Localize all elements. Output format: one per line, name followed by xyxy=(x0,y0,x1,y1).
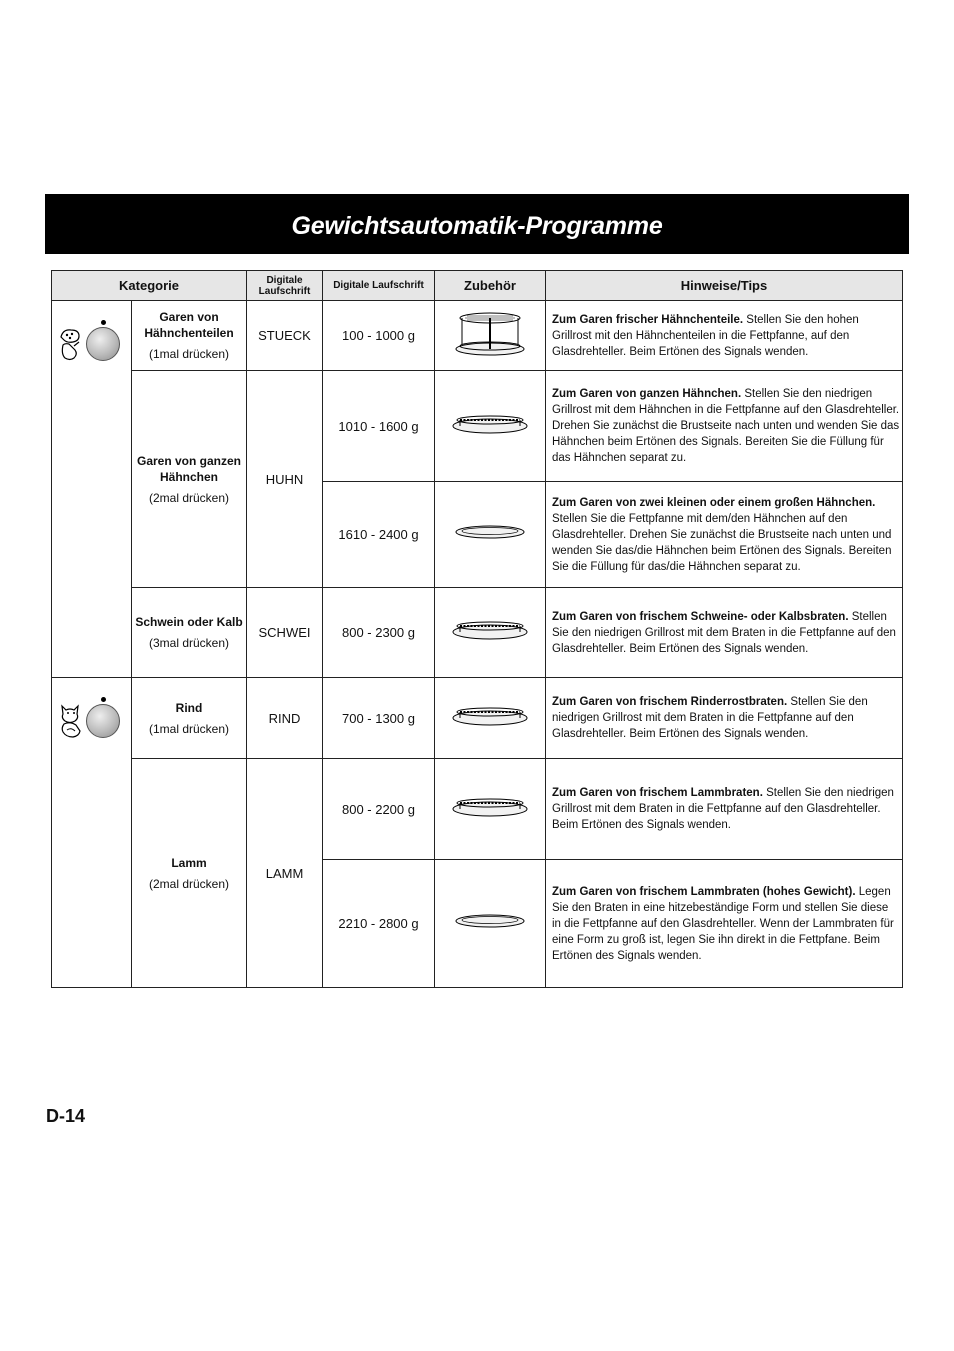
tip-cell xyxy=(546,371,903,482)
poultry-button[interactable] xyxy=(52,301,130,371)
weight-range: 1010 - 1600 g xyxy=(323,371,435,482)
tip-heading: Zum Garen von zwei kleinen oder einem großen Hähnchen. xyxy=(552,496,876,509)
display-text: RIND xyxy=(247,678,323,759)
table-row xyxy=(52,678,903,759)
press-count: (2mal drücken) xyxy=(148,876,230,891)
header-row xyxy=(52,271,903,301)
display-text: HUHN xyxy=(247,371,323,588)
low-rack-icon xyxy=(450,412,530,436)
header-digital-display-weight: Digitale Laufschrift xyxy=(323,271,435,301)
header-accessory: Zubehör xyxy=(435,271,546,301)
turntable-icon xyxy=(453,911,527,931)
tip-text: Stellen Sie die Fettpfanne mit dem/den Hähnchen auf den Glasdrehteller. Drehen Sie zunächst die Brustseite nach unten und wenden Sie das/die Hähnchen beim Ertönen des Signals. Bereiten Sie die Füllung für das/die Hähnchen separat zu. xyxy=(552,512,892,573)
tip-text: Stellen Sie den niedrigen Grillrost mit dem Hähnchen in die Fettpfanne auf den Glasdrehteller. Drehen Sie zunächst die Brustseite nach unten und wenden Sie das Hähnchen beim Ertönen des Signals. Bereiten Sie die Füllung für das Hähnchen separat zu. xyxy=(552,388,900,464)
low-rack-icon xyxy=(450,704,530,728)
category-name: Lamm xyxy=(171,855,207,870)
tip-cell xyxy=(546,759,903,860)
tip-text: Stellen Sie den niedrigen Grillrost mit dem Braten in die Fettpfanne auf den Glasdrehteller. Beim Ertönen des Signals wenden. xyxy=(552,610,896,655)
accessory-cell xyxy=(435,301,546,371)
programs-table xyxy=(51,270,903,988)
tip-cell xyxy=(546,678,903,759)
page-title: Gewichtsautomatik-Programme xyxy=(291,212,663,240)
table-row xyxy=(52,301,903,371)
tip-text: Legen Sie den Braten in eine hitzebeständige Form und stellen Sie diese in die Fettpfanne auf den Glasdrehteller. Wenn der Lammbraten für eine Form zu groß ist, legen Sie ihn direkt in die Fettpfane. Beim Ertönen des Signals wenden. xyxy=(552,885,894,962)
category-cell xyxy=(132,301,247,371)
meat-button-cell xyxy=(52,678,132,988)
indicator-dot xyxy=(101,320,106,325)
press-count: (1mal drücken) xyxy=(148,347,230,361)
weight-range: 800 - 2200 g xyxy=(323,759,435,860)
accessory-cell xyxy=(435,678,546,759)
high-rack-icon xyxy=(453,309,527,357)
category-name: Garen von ganzen Hähnchen xyxy=(136,453,242,484)
tip-cell xyxy=(546,301,903,371)
accessory-cell xyxy=(435,759,546,860)
tip-cell xyxy=(546,482,903,588)
knob-icon xyxy=(86,327,120,361)
category-name: Schwein oder Kalb xyxy=(135,615,243,629)
accessory-cell xyxy=(435,588,546,678)
tip-heading: Zum Garen von frischem Rinderrostbraten. xyxy=(552,696,788,708)
page-number: D-14 xyxy=(46,1106,86,1126)
low-rack-icon xyxy=(450,795,530,819)
table-row xyxy=(52,759,903,860)
table-row xyxy=(52,588,903,678)
header-tips: Hinweise/Tips xyxy=(546,271,903,301)
category-cell xyxy=(132,371,247,588)
turntable-icon xyxy=(453,522,527,542)
poultry-button-cell xyxy=(52,301,132,678)
weight-range: 800 - 2300 g xyxy=(323,588,435,678)
tip-heading: Zum Garen von ganzen Hähnchen. xyxy=(552,388,742,400)
table-row xyxy=(52,371,903,482)
tip-text: Stellen Sie den niedrigen Grillrost mit dem Braten in die Fettpfanne auf den Glasdrehteller. Beim Ertönen des Signals wenden. xyxy=(552,696,868,740)
display-text: SCHWEI xyxy=(247,588,323,678)
tip-text: Stellen Sie den hohen Grillrost mit den Hähnchenteilen in die Fettpfanne, auf den Glasdrehteller. Beim Ertönen des Signals wenden. xyxy=(552,313,859,358)
press-count: (1mal drücken) xyxy=(148,721,230,736)
title-banner xyxy=(45,194,909,254)
tip-cell xyxy=(546,588,903,678)
display-text: LAMM xyxy=(247,759,323,988)
tip-heading: Zum Garen von frischem Lammbraten. xyxy=(552,787,763,799)
accessory-cell xyxy=(435,371,546,482)
low-rack-icon xyxy=(450,618,530,642)
weight-range: 2210 - 2800 g xyxy=(323,860,435,988)
press-count: (2mal drücken) xyxy=(148,490,230,505)
category-cell xyxy=(132,759,247,988)
meat-icon xyxy=(58,700,86,740)
weight-range: 700 - 1300 g xyxy=(323,678,435,759)
tip-text: Stellen Sie den niedrigen Grillrost mit dem Braten in die Fettpfanne auf den Glasdrehteller. Beim Ertönen des Signals wenden. xyxy=(552,787,894,831)
header-category: Kategorie xyxy=(52,271,247,301)
weight-range: 1610 - 2400 g xyxy=(323,482,435,588)
header-digital-display: Digitale Laufschrift xyxy=(247,271,323,301)
accessory-cell xyxy=(435,482,546,588)
category-cell xyxy=(132,678,247,759)
tip-heading: Zum Garen von frischem Schweine- oder Kalbsbraten. xyxy=(552,610,849,623)
weight-range: 100 - 1000 g xyxy=(323,301,435,371)
chicken-icon xyxy=(58,323,86,363)
knob-icon xyxy=(86,704,120,738)
tip-heading: Zum Garen von frischem Lammbraten (hohes Gewicht). xyxy=(552,885,856,898)
tip-heading: Zum Garen frischer Hähnchenteile. xyxy=(552,313,744,326)
indicator-dot xyxy=(101,697,106,702)
category-name: Garen von Hähnchenteilen xyxy=(144,310,234,340)
meat-button[interactable] xyxy=(52,678,130,748)
category-name: Rind xyxy=(175,700,203,715)
press-count: (3mal drücken) xyxy=(148,636,230,650)
display-text: STUECK xyxy=(247,301,323,371)
accessory-cell xyxy=(435,860,546,988)
category-cell xyxy=(132,588,247,678)
tip-cell xyxy=(546,860,903,988)
